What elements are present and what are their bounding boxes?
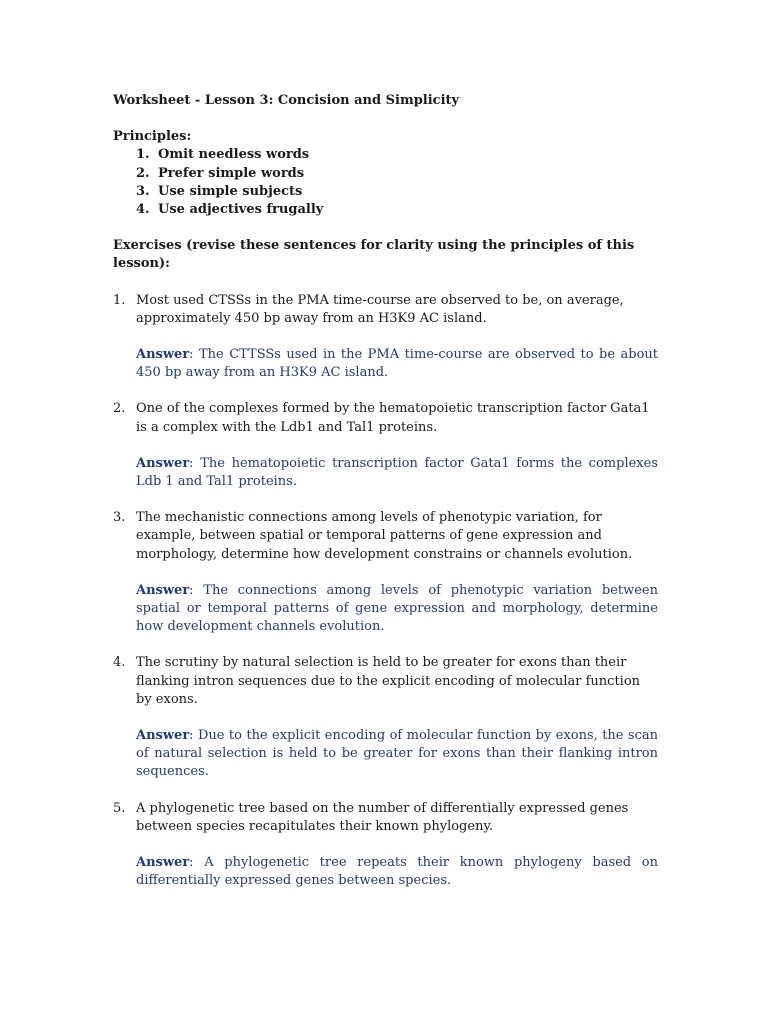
- exercise-item: [113, 400, 658, 491]
- principle-item: [113, 201, 658, 219]
- answer-label: Answer: [136, 855, 190, 871]
- exercise-item: [113, 800, 658, 891]
- principle-number: 3.: [136, 183, 150, 199]
- answer-label: Answer: [136, 728, 190, 744]
- answer-label: Answer: [136, 455, 190, 471]
- principle-number: 4.: [136, 202, 150, 218]
- principle-number: 1.: [136, 147, 150, 163]
- principle-item: [113, 146, 658, 164]
- exercises-heading: Exercises (revise these sentences for clarity using the principles of this lesson):: [113, 238, 635, 272]
- answer-label: Answer: [136, 582, 190, 598]
- exercise-question: Most used CTSSs in the PMA time-course are observed to be, on average, approximately 450 bp away from an H3K9 AC island.: [136, 292, 624, 326]
- exercise-number: 1.: [113, 292, 126, 308]
- principle-number: 2.: [136, 165, 150, 181]
- principle-item: [113, 183, 658, 201]
- principle-text: Use adjectives frugally: [158, 202, 324, 218]
- principle-item: [113, 165, 658, 183]
- answer-text: : Due to the explicit encoding of molecular function by exons, the scan of natural selection is held to be greater for exons than their flanking intron sequences.: [136, 728, 658, 780]
- exercise-number: 4.: [113, 655, 126, 671]
- answer-text: : A phylogenetic tree repeats their known phylogeny based on differentially expressed genes between species.: [136, 855, 658, 889]
- exercise-number: 5.: [113, 800, 126, 816]
- exercise-question: One of the complexes formed by the hematopoietic transcription factor Gata1 is a complex with the Ldb1 and Tal1 proteins.: [136, 401, 650, 435]
- principle-text: Use simple subjects: [158, 183, 303, 199]
- worksheet-page: [113, 92, 658, 891]
- exercise-question: The mechanistic connections among levels of phenotypic variation, for example, between spatial or temporal patterns of gene expression and morphology, determine how development constrains or channels evolution.: [136, 510, 633, 562]
- exercise-answer: [136, 854, 658, 890]
- exercise-item: [113, 509, 658, 636]
- exercise-answer: [136, 346, 658, 382]
- principles-heading: Principles:: [113, 129, 192, 145]
- exercise-question: The scrutiny by natural selection is held to be greater for exons than their flanking intron sequences due to the explicit encoding of molecular function by exons.: [136, 655, 641, 707]
- principle-text: Prefer simple words: [158, 165, 305, 181]
- answer-text: : The CTTSSs used in the PMA time-course are observed to be about 450 bp away from an H3K9 AC island.: [136, 347, 658, 381]
- exercise-number: 3.: [113, 510, 126, 526]
- exercise-answer: [136, 582, 658, 637]
- answer-text: : The connections among levels of phenotypic variation between spatial or temporal patterns of gene expression and morphology, determine how development channels evolution.: [136, 582, 658, 635]
- answer-text: : The hematopoietic transcription factor Gata1 forms the complexes Ldb 1 and Tal1 proteins.: [136, 455, 658, 490]
- principles-list: [113, 146, 658, 219]
- page-title: Worksheet - Lesson 3: Concision and Simplicity: [113, 93, 460, 108]
- exercise-question: A phylogenetic tree based on the number of differentially expressed genes between species recapitulates their known phylogeny.: [136, 800, 629, 834]
- exercise-item: [113, 654, 658, 781]
- answer-label: Answer: [136, 347, 190, 363]
- principle-text: Omit needless words: [158, 147, 310, 163]
- exercise-answer: [136, 455, 658, 491]
- exercise-number: 2.: [113, 401, 126, 417]
- exercise-item: [113, 292, 658, 383]
- exercise-answer: [136, 727, 658, 782]
